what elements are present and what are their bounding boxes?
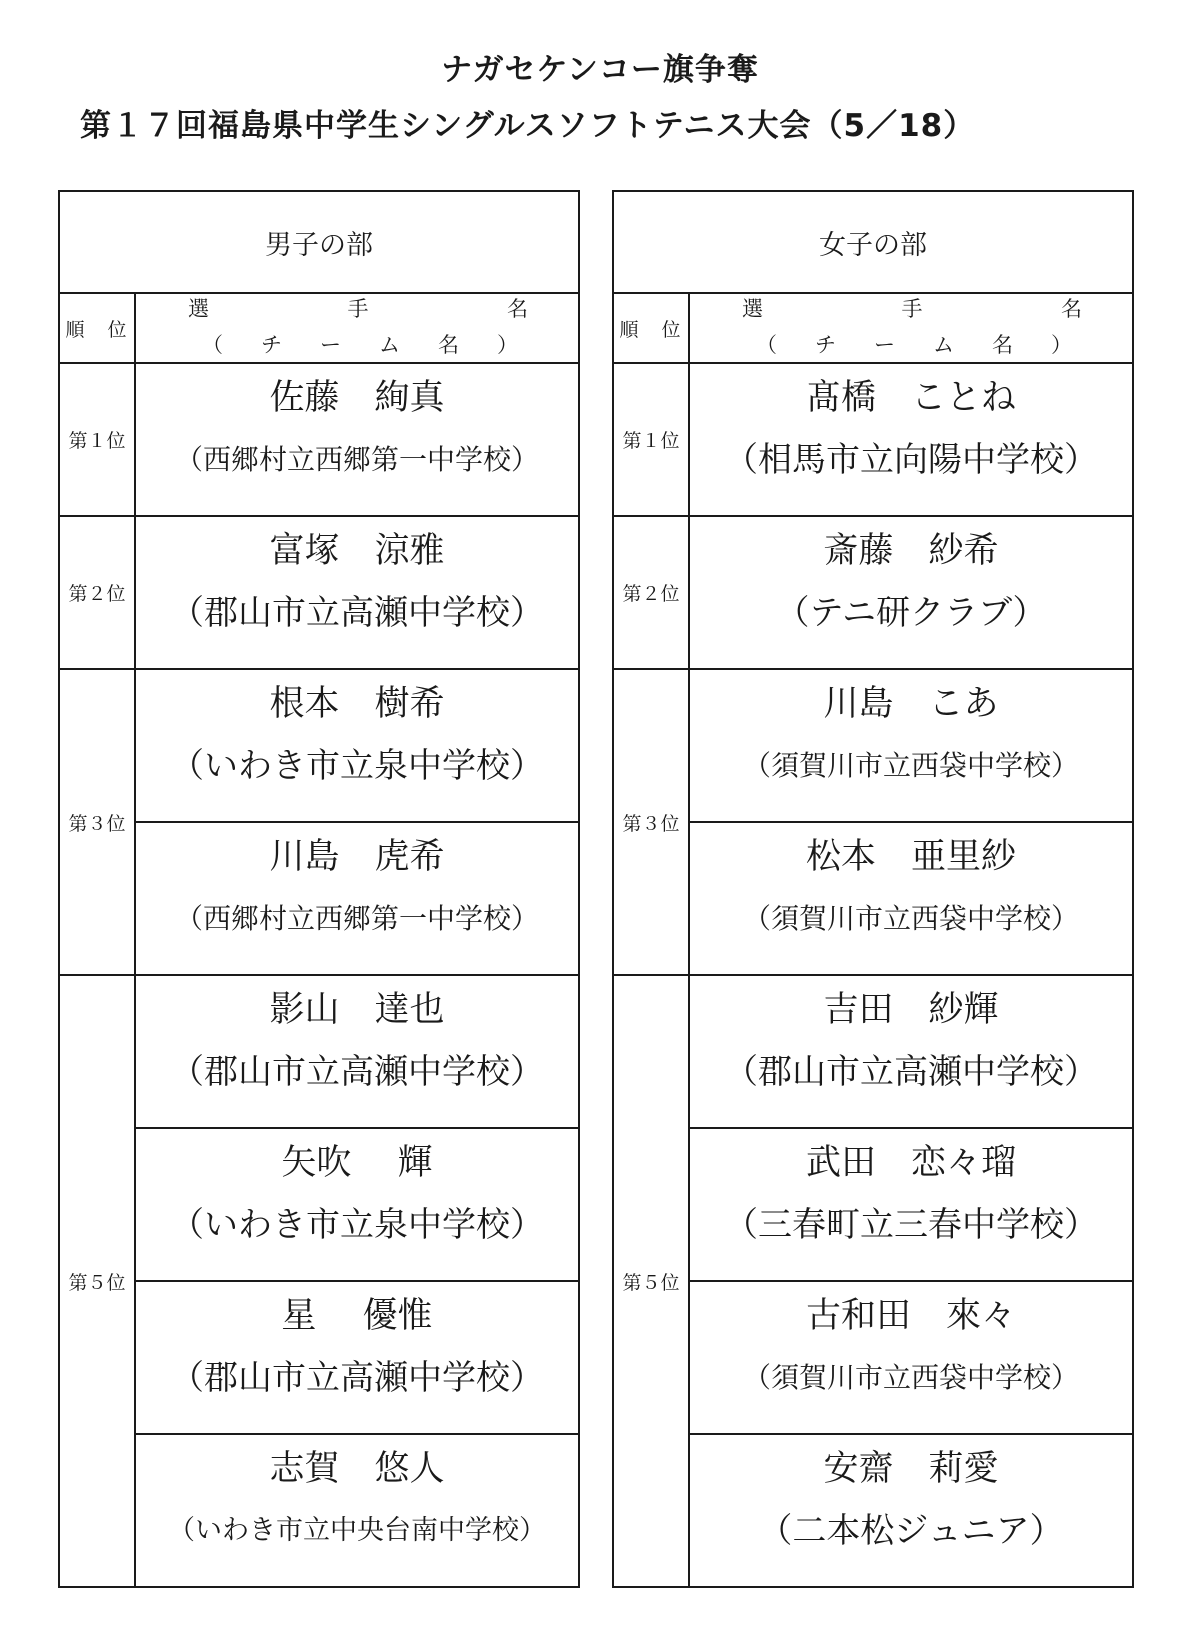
entry-cell <box>689 669 1133 822</box>
team-name: （郡山市立高瀬中学校） <box>170 593 544 633</box>
entry-cell <box>689 363 1133 516</box>
girls-section-title: 女子の部 <box>613 191 1133 293</box>
team-name: （二本松ジュニア） <box>758 1511 1064 1551</box>
entry-cell <box>689 822 1133 975</box>
header-char: ー <box>874 333 895 357</box>
rank-cell: 第２位 <box>613 516 689 669</box>
team-name: （西郷村立西郷第一中学校） <box>174 443 539 476</box>
header-char: 手 <box>901 297 923 321</box>
girls-results-table <box>612 190 1134 1588</box>
team-name: （相馬市立向陽中学校） <box>724 440 1098 480</box>
team-name: （いわき市立泉中学校） <box>170 746 544 786</box>
document-subtitle: 第１７回福島県中学生シングルスソフトテニス大会（5／18） <box>80 108 976 144</box>
player-name: 吉田 紗輝 <box>823 990 999 1030</box>
rank-column-header: 順 位 <box>59 293 135 363</box>
player-name: 川島 こあ <box>823 684 999 724</box>
team-name: （須賀川市立西袋中学校） <box>742 1361 1079 1394</box>
player-name: 志賀 悠人 <box>269 1449 445 1489</box>
player-name: 佐藤 絢真 <box>269 378 445 418</box>
entry-cell <box>689 1434 1133 1587</box>
header-char: ム <box>379 333 400 357</box>
header-char: 手 <box>347 297 369 321</box>
header-char: 選 <box>188 297 209 321</box>
team-name: （郡山市立高瀬中学校） <box>170 1052 544 1092</box>
entry-cell <box>135 1281 579 1434</box>
rank-cell: 第２位 <box>59 516 135 669</box>
header-char: ） <box>497 333 518 357</box>
entry-cell <box>135 975 579 1128</box>
header-char: チ <box>815 333 836 357</box>
team-name: （郡山市立高瀬中学校） <box>170 1358 544 1398</box>
entry-cell <box>689 975 1133 1128</box>
team-name: （テニ研クラブ） <box>775 593 1047 633</box>
player-name: 髙橋 ことね <box>805 378 1016 418</box>
header-char: ー <box>320 333 341 357</box>
player-name: 根本 樹希 <box>269 684 445 724</box>
header-char: 名 <box>1061 297 1082 321</box>
header-char: ム <box>933 333 954 357</box>
player-name: 矢吹 輝 <box>281 1143 433 1183</box>
boys-results-table <box>58 190 580 1588</box>
name-column-header <box>689 293 1133 363</box>
player-name: 松本 亜里紗 <box>805 837 1016 877</box>
team-name: （いわき市立泉中学校） <box>170 1205 544 1245</box>
player-name: 富塚 涼雅 <box>269 531 445 571</box>
rank-cell: 第５位 <box>59 975 135 1587</box>
team-name: （西郷村立西郷第一中学校） <box>174 902 539 935</box>
header-char: 名 <box>992 333 1013 357</box>
entry-cell <box>135 822 579 975</box>
rank-cell: 第３位 <box>59 669 135 975</box>
rank-cell: 第３位 <box>613 669 689 975</box>
team-name: （郡山市立高瀬中学校） <box>724 1052 1098 1092</box>
rank-cell: 第１位 <box>59 363 135 516</box>
player-name: 安齋 莉愛 <box>823 1449 999 1489</box>
entry-cell <box>689 1128 1133 1281</box>
entry-cell <box>135 1434 579 1587</box>
header-char: 名 <box>507 297 528 321</box>
team-name: （いわき市立中央台南中学校） <box>168 1515 546 1546</box>
rank-cell: 第５位 <box>613 975 689 1587</box>
header-char: （ <box>756 333 777 357</box>
entry-cell <box>135 1128 579 1281</box>
header-char: （ <box>202 333 223 357</box>
player-name: 武田 恋々瑠 <box>805 1143 1016 1183</box>
player-name: 川島 虎希 <box>269 837 445 877</box>
document-title: ナガセケンコー旗争奪 <box>441 52 759 88</box>
player-name: 古和田 來々 <box>805 1296 1016 1336</box>
player-name: 星 優惟 <box>281 1296 433 1336</box>
team-name: （須賀川市立西袋中学校） <box>742 749 1079 782</box>
entry-cell <box>135 669 579 822</box>
entry-cell <box>689 516 1133 669</box>
header-char: 名 <box>438 333 459 357</box>
player-name: 影山 達也 <box>269 990 445 1030</box>
player-name: 斎藤 紗希 <box>823 531 999 571</box>
header-char: 選 <box>742 297 763 321</box>
entry-cell <box>135 516 579 669</box>
entry-cell <box>689 1281 1133 1434</box>
boys-section-title: 男子の部 <box>59 191 579 293</box>
rank-cell: 第１位 <box>613 363 689 516</box>
team-name: （三春町立三春中学校） <box>724 1205 1098 1245</box>
header-char: ） <box>1051 333 1072 357</box>
team-name: （須賀川市立西袋中学校） <box>742 902 1079 935</box>
header-char: チ <box>261 333 282 357</box>
entry-cell <box>135 363 579 516</box>
name-column-header <box>135 293 579 363</box>
rank-column-header: 順 位 <box>613 293 689 363</box>
